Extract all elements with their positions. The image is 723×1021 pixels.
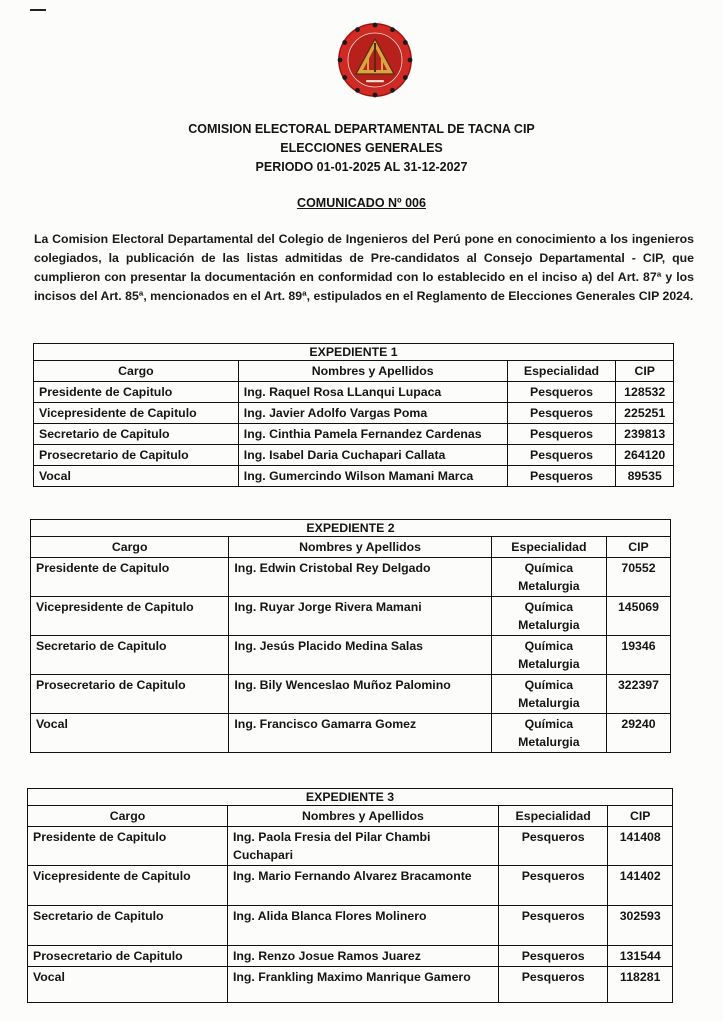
especialidad-line: Pesqueros [530,427,593,441]
especialidad-line: Metalurgia [518,618,580,632]
header-line-2: ELECCIONES GENERALES [280,141,443,155]
cell-cip: 322397 [606,675,670,714]
cell-cip: 239813 [616,424,674,445]
table-row [28,946,673,967]
especialidad-line: Metalurgia [518,735,580,749]
column-header-especialidad: Especialidad [507,361,616,382]
column-header-cip: CIP [616,361,674,382]
table-row [28,866,673,906]
especialidad-line: Química [524,600,574,614]
especialidad-line: Metalurgia [518,696,580,710]
especialidad-line: Química [524,639,574,653]
especialidad-line: Pesqueros [530,469,593,483]
cell-especialidad [491,714,606,753]
cell-nombre: Ing. Alida Blanca Flores Molinero [227,906,498,946]
cell-cargo: Vicepresidente de Capitulo [34,403,239,424]
column-header-cargo: Cargo [28,806,228,827]
column-header-cip: CIP [606,537,670,558]
cell-nombre: Ing. Ruyar Jorge Rivera Mamani [229,597,491,636]
header-line-3: PERIODO 01-01-2025 AL 31-12-2027 [255,160,468,174]
cell-especialidad [507,382,616,403]
cell-nombre: Ing. Raquel Rosa LLanqui Lupaca [238,382,507,403]
cell-cip: 264120 [616,445,674,466]
column-header-especialidad: Especialidad [498,806,608,827]
table-header-row [31,537,671,558]
cell-especialidad [507,424,616,445]
cell-cip: 145069 [606,597,670,636]
cell-nombre: Ing. Javier Adolfo Vargas Poma [238,403,507,424]
cell-cip: 225251 [616,403,674,424]
table-row [31,597,671,636]
especialidad-line: Química [524,561,574,575]
especialidad-line: Pesqueros [521,869,585,883]
expediente-3-table [27,788,673,1003]
cell-especialidad [507,403,616,424]
table-header-row [28,806,673,827]
cell-especialidad [498,866,608,906]
cell-cip: 302593 [608,906,673,946]
cell-especialidad [498,946,608,967]
table-row [31,714,671,753]
column-header-cargo: Cargo [34,361,239,382]
cell-cargo: Vocal [34,466,239,487]
cell-especialidad [498,906,608,946]
comunicado-title [0,196,723,210]
table-row [31,558,671,597]
table-row [31,636,671,675]
cell-especialidad [491,675,606,714]
especialidad-line: Metalurgia [518,579,580,593]
cell-nombre: Ing. Gumercindo Wilson Mamani Marca [238,466,507,487]
cell-cargo: Prosecretario de Capitulo [34,445,239,466]
cell-cargo: Vocal [28,967,228,1003]
cell-nombre: Ing. Bily Wenceslao Muñoz Palomino [229,675,491,714]
table-row [34,424,674,445]
table-row [28,967,673,1003]
especialidad-line: Pesqueros [521,830,585,844]
column-header-especialidad: Especialidad [491,537,606,558]
cip-seal-icon [337,22,413,98]
especialidad-line: Pesqueros [530,448,593,462]
cell-especialidad [507,466,616,487]
cell-nombre: Ing. Jesús Placido Medina Salas [229,636,491,675]
cell-cip: 118281 [608,967,673,1003]
cell-nombre: Ing. Frankling Maximo Manrique Gamero [227,967,498,1003]
expediente-title: EXPEDIENTE 1 [34,344,674,361]
especialidad-line: Pesqueros [521,970,585,984]
table-header-row [34,361,674,382]
especialidad-line: Química [524,717,574,731]
cell-cip: 128532 [616,382,674,403]
cell-nombre: Ing. Renzo Josue Ramos Juarez [227,946,498,967]
cell-cip: 19346 [606,636,670,675]
column-header-nombres: Nombres y Apellidos [227,806,498,827]
cell-nombre: Ing. Isabel Daria Cuchapari Callata [238,445,507,466]
cell-especialidad [491,597,606,636]
table-row [31,675,671,714]
cell-cip: 29240 [606,714,670,753]
cell-cargo: Vicepresidente de Capitulo [31,597,229,636]
cell-especialidad [498,967,608,1003]
column-header-cip: CIP [608,806,673,827]
cell-cip: 131544 [608,946,673,967]
table-row [34,403,674,424]
especialidad-line: Pesqueros [521,909,585,923]
cell-especialidad [498,827,608,866]
table-row [28,827,673,866]
cell-cip: 70552 [606,558,670,597]
cell-especialidad [491,558,606,597]
document-header [0,120,723,177]
especialidad-line: Metalurgia [518,657,580,671]
cell-nombre: Ing. Mario Fernando Alvarez Bracamonte [227,866,498,906]
cell-cargo: Presidente de Capitulo [34,382,239,403]
table-row [34,382,674,403]
cell-cargo: Secretario de Capitulo [28,906,228,946]
cell-especialidad [491,636,606,675]
especialidad-line: Pesqueros [530,385,593,399]
cell-cargo: Presidente de Capitulo [31,558,229,597]
cell-cargo: Secretario de Capitulo [34,424,239,445]
cell-cargo: Presidente de Capitulo [28,827,228,866]
cell-cargo: Vicepresidente de Capitulo [28,866,228,906]
cell-cargo: Vocal [31,714,229,753]
especialidad-line: Química [524,678,574,692]
intro-paragraph: La Comision Electoral Departamental del Colegio de Ingenieros del Perú pone en conocimiento a los ingenieros colegiados, la publicación de las listas admitidas de Pre-candidatos al Consejo Departamental - CIP, que cumplieron con presentar la documentación en conformidad con lo establecido en el inciso a) del Art. 87ª y los incisos del Art. 85ª, mencionados en el Art. 89ª, estipulados en el Reglamento de Elecciones Generales CIP 2024. [34,232,694,303]
cell-cargo: Prosecretario de Capitulo [28,946,228,967]
expediente-title: EXPEDIENTE 3 [28,789,673,806]
expediente-2-table [30,519,671,753]
table-row [28,906,673,946]
column-header-cargo: Cargo [31,537,229,558]
table-row [34,466,674,487]
cell-cargo: Secretario de Capitulo [31,636,229,675]
expediente-title: EXPEDIENTE 2 [31,520,671,537]
cell-nombre: Ing. Francisco Gamarra Gomez [229,714,491,753]
header-line-1: COMISION ELECTORAL DEPARTAMENTAL DE TACNA CIP [188,122,535,136]
cell-cip: 141402 [608,866,673,906]
cell-cip: 89535 [616,466,674,487]
scan-mark [30,9,46,11]
cell-nombre: Ing. Cinthia Pamela Fernandez Cardenas [238,424,507,445]
expediente-1-table [33,343,674,487]
table-row [34,445,674,466]
cell-nombre: Ing. Edwin Cristobal Rey Delgado [229,558,491,597]
column-header-nombres: Nombres y Apellidos [229,537,491,558]
cell-cip: 141408 [608,827,673,866]
column-header-nombres: Nombres y Apellidos [238,361,507,382]
especialidad-line: Pesqueros [521,949,585,963]
especialidad-line: Pesqueros [530,406,593,420]
cell-nombre: Ing. Paola Fresia del Pilar Chambi Cuchapari [227,827,498,866]
cell-especialidad [507,445,616,466]
cell-cargo: Prosecretario de Capitulo [31,675,229,714]
comunicado-label: COMUNICADO Nº 006 [297,196,426,210]
